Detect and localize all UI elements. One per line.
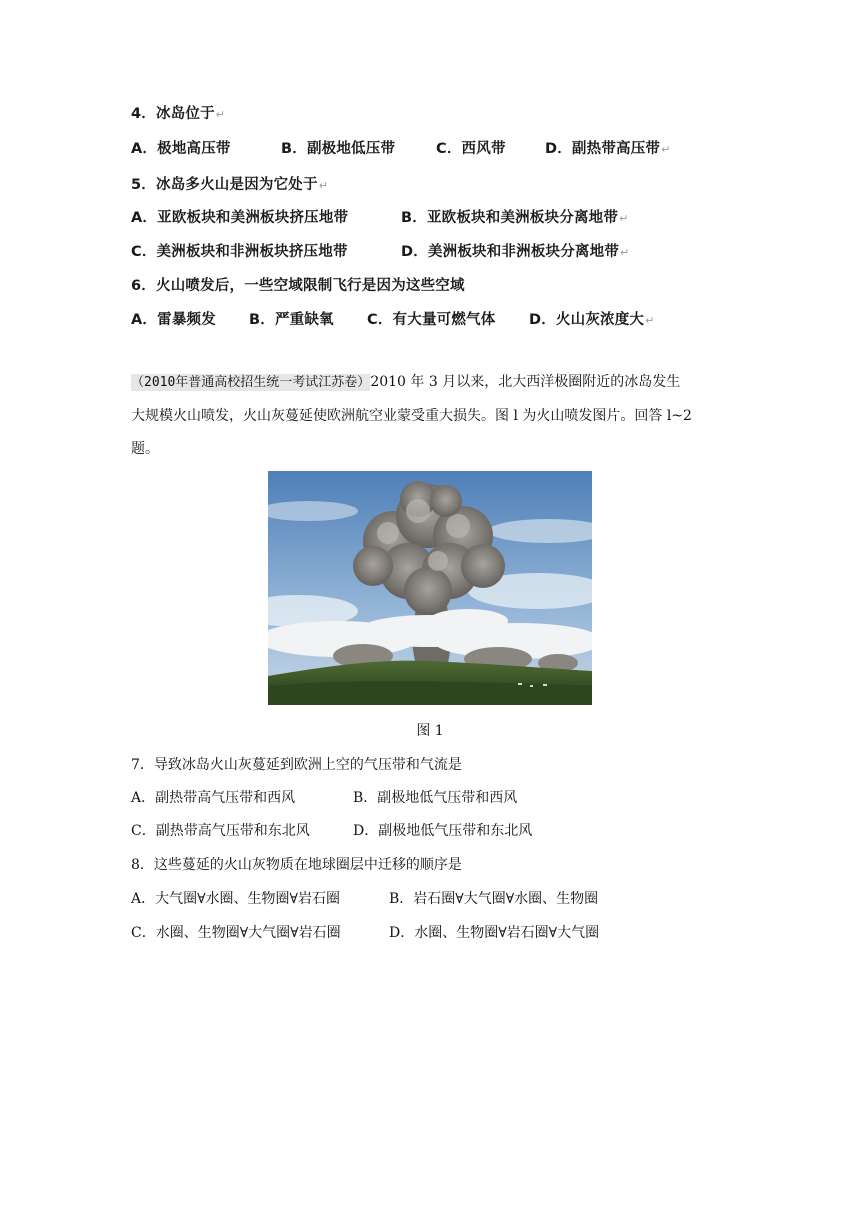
option-c: C．水圈、生物圈∀大气圈∀岩石圈 (131, 925, 341, 941)
option-a: A．副热带高气压带和西风 (131, 790, 296, 806)
passage-line-3: 题。 (131, 441, 159, 457)
option-c: C．西风带 (436, 141, 506, 157)
passage-line-2: 大规模火山喷发，火山灰蔓延使欧洲航空业蒙受重大损失。图 l 为火山喷发图片。回答 l~2 (131, 408, 692, 424)
option-a: A．亚欧板块和美洲板块挤压地带 (131, 210, 349, 226)
question-8-stem: 8．这些蔓延的火山灰物质在地球圈层中迁移的顺序是 (131, 857, 462, 873)
option-a: A．雷暴频发 (131, 312, 216, 328)
option-c: C．美洲板块和非洲板块挤压地带 (131, 244, 348, 260)
option-b: B．岩石圈∀大气圈∀水圈、生物圈 (389, 891, 599, 907)
option-d: D．副热带高压带↵ (545, 141, 671, 157)
option-b: B．副极地低气压带和西风 (353, 790, 518, 806)
option-d: D．副极地低气压带和东北风 (353, 823, 533, 839)
option-b: B．副极地低压带 (281, 141, 396, 157)
question-5-stem: 5．冰岛多火山是因为它处于↵ (131, 177, 329, 193)
option-b: B．严重缺氧 (249, 312, 334, 328)
option-a: A．大气圈∀水圈、生物圈∀岩石圈 (131, 891, 341, 907)
passage-line-1: （2010年普通高校招生统一考试江苏卷）2010 年 3 月以来，北大西洋极圈附近的冰岛发生 (131, 374, 681, 390)
figure-caption: 图 1 (416, 723, 444, 739)
question-4-stem: 4．冰岛位于↵ (131, 106, 226, 122)
option-c: C．副热带高气压带和东北风 (131, 823, 310, 839)
option-d: D．火山灰浓度大↵ (529, 312, 655, 328)
volcano-eruption-photo (268, 471, 592, 705)
option-b: B．亚欧板块和美洲板块分离地带↵ (401, 210, 629, 226)
option-d: D．水圈、生物圈∀岩石圈∀大气圈 (389, 925, 600, 941)
option-d: D．美洲板块和非洲板块分离地带↵ (401, 244, 630, 260)
option-c: C．有大量可燃气体 (367, 312, 496, 328)
option-a: A．极地高压带 (131, 141, 231, 157)
question-7-stem: 7．导致冰岛火山灰蔓延到欧洲上空的气压带和气流是 (131, 757, 462, 773)
source-note: （2010年普通高校招生统一考试江苏卷） (131, 375, 371, 390)
question-6-stem: 6．火山喷发后，一些空域限制飞行是因为这些空域 (131, 278, 465, 294)
